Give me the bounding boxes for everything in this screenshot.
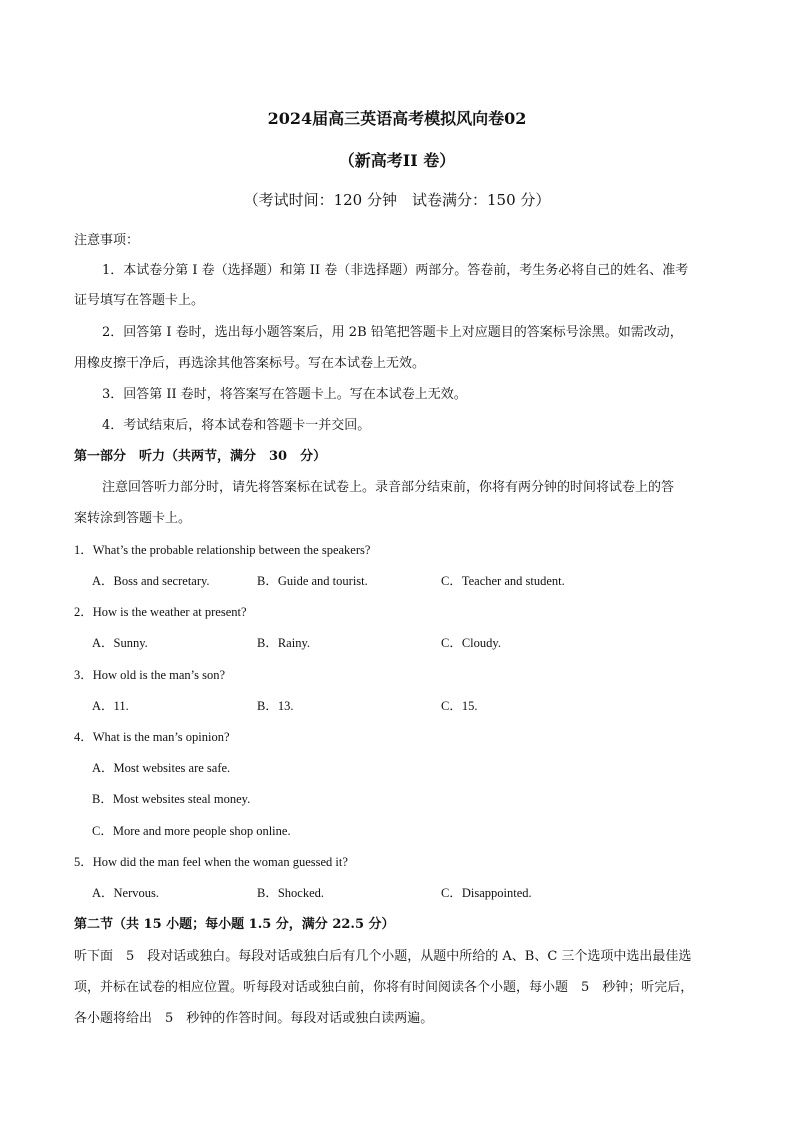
notice-item: 4．考试结束后，将本试卷和答题卡一并交回。 <box>102 418 371 433</box>
answer-option: A．Nervous. <box>92 886 160 900</box>
part1-instruction: 案转涂到答题卡上。 <box>74 511 192 526</box>
answer-option: A．11. <box>92 699 129 713</box>
answer-option: B．13. <box>257 699 294 713</box>
page-title: 2024届高三英语高考模拟风向卷02 <box>267 109 527 128</box>
answer-option: A．Sunny. <box>92 636 148 650</box>
answer-option: A．Boss and secretary. <box>92 574 210 588</box>
section2-instruction: 听下面 5 段对话或独白。每段对话或独白后有几个小题，从题中所给的 A、B、C 三个选项中选出最佳选 <box>74 949 692 964</box>
notice-item: 2．回答第 I 卷时，选出每小题答案后，用 2B 铅笔把答题卡上对应题目的答案标号涂黑。如需改动， <box>102 325 683 340</box>
part1-heading: 第一部分 听力（共两节，满分 30 分） <box>74 449 327 464</box>
notice-item: 1．本试卷分第 I 卷（选择题）和第 II 卷（非选择题）两部分。答卷前，考生务必将自己的姓名、准考 <box>102 263 689 278</box>
question-stem: 5．How did the man feel when the woman guessed it? <box>74 855 348 869</box>
notice-heading: 注意事项： <box>74 233 140 248</box>
answer-option: B．Shocked. <box>257 886 325 900</box>
part1-instruction: 注意回答听力部分时，请先将答案标在试卷上。录音部分结束前，你将有两分钟的时间将试卷上的答 <box>102 480 675 495</box>
answer-option: B．Guide and tourist. <box>257 574 368 588</box>
page-subtitle: （新高考II 卷） <box>338 151 456 170</box>
notice-item: 3．回答第 II 卷时，将答案写在答题卡上。写在本试卷上无效。 <box>102 387 467 402</box>
answer-option: C．Cloudy. <box>441 636 501 650</box>
answer-option: B．Rainy. <box>257 636 311 650</box>
question-stem: 1．What’s the probable relationship between the speakers? <box>74 543 371 557</box>
section2-instruction: 各小题将给出 5 秒钟的作答时间。每段对话或独白读两遍。 <box>74 1011 434 1026</box>
section2-heading: 第二节（共 15 小题；每小题 1.5 分，满分 22.5 分） <box>74 917 395 932</box>
notice-item: 证号填写在答题卡上。 <box>74 293 205 308</box>
answer-option: A．Most websites are safe. <box>92 761 231 775</box>
answer-option: C．More and more people shop online. <box>92 824 291 838</box>
answer-option: C．15. <box>441 699 478 713</box>
answer-option: B．Most websites steal money. <box>92 792 251 806</box>
section2-instruction: 项，并标在试卷的相应位置。听每段对话或独白前，你将有时间阅读各个小题，每小题 5 秒钟；听完后， <box>74 980 694 995</box>
question-stem: 3．How old is the man’s son? <box>74 668 226 682</box>
exam-info: （考试时间：120 分钟 试卷满分：150 分） <box>243 191 551 209</box>
notice-item: 用橡皮擦干净后，再选涂其他答案标号。写在本试卷上无效。 <box>74 356 426 371</box>
question-stem: 2．How is the weather at present? <box>74 605 247 619</box>
question-stem: 4．What is the man’s opinion? <box>74 730 230 744</box>
answer-option: C．Teacher and student. <box>441 574 565 588</box>
answer-option: C．Disappointed. <box>441 886 532 900</box>
